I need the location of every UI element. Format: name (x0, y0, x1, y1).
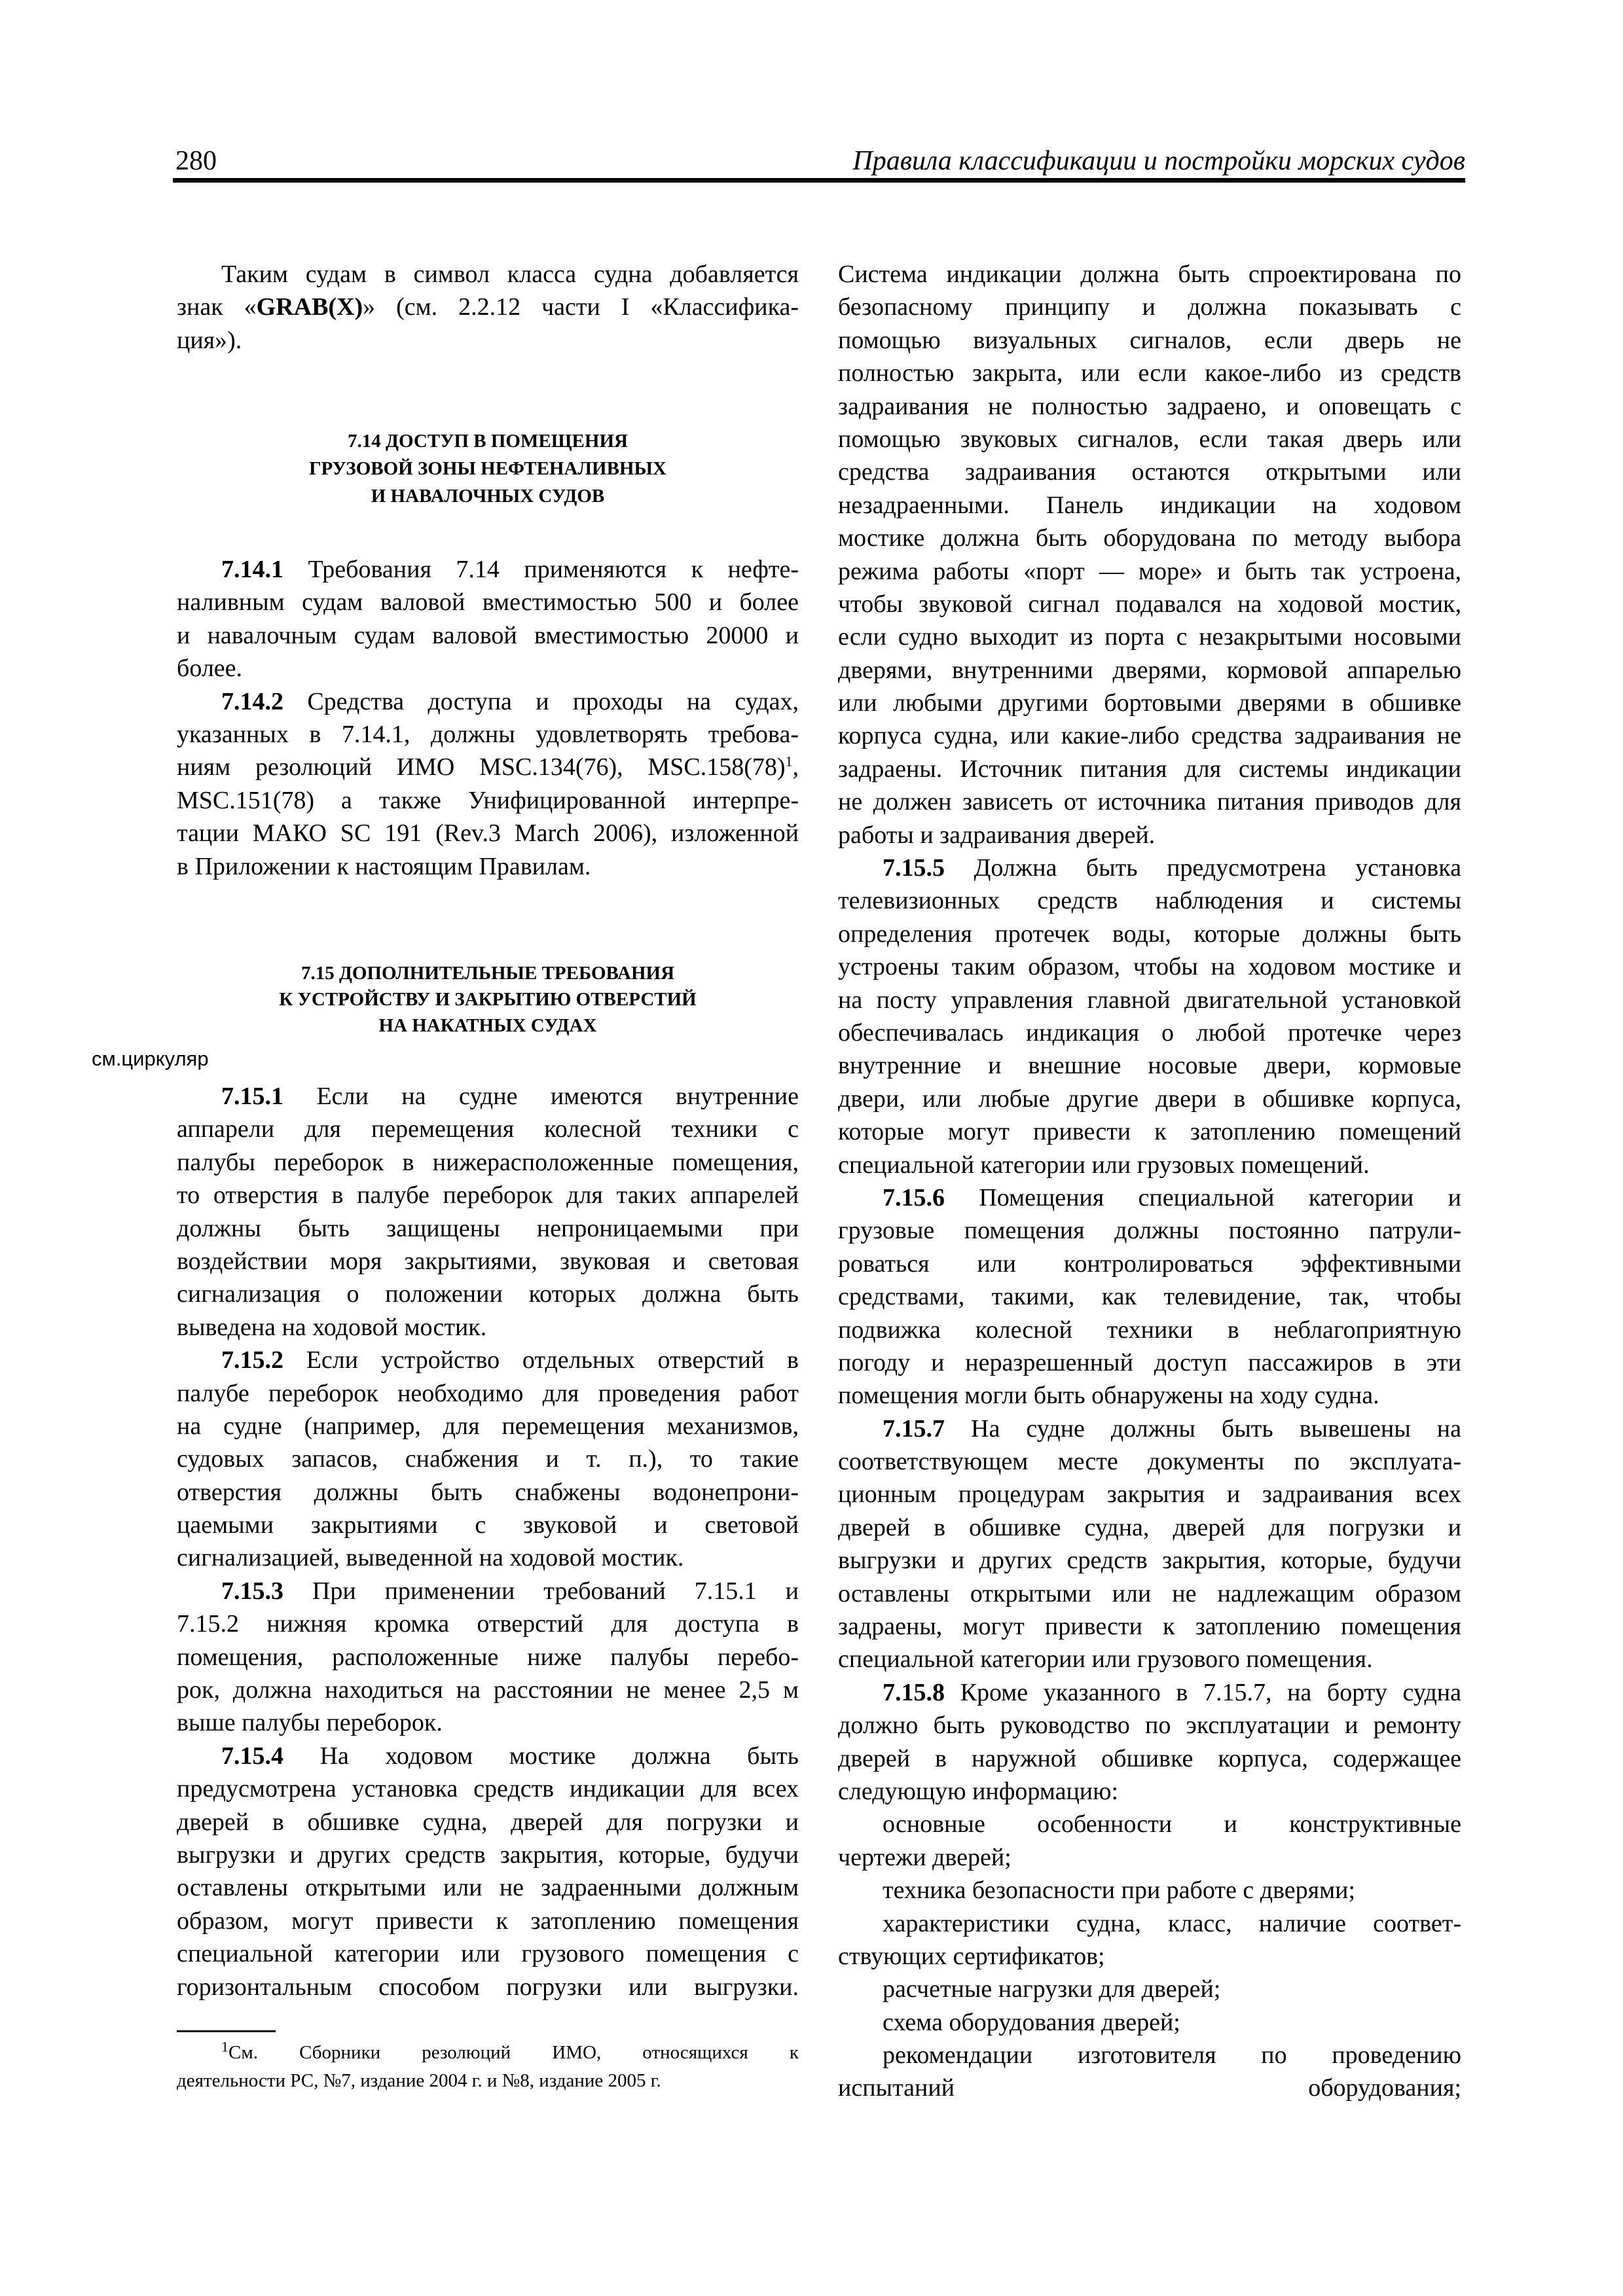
paragraph-number: 7.15.5 (883, 854, 974, 882)
text-segment: работы и задраивания дверей. (838, 821, 1156, 849)
text-line (177, 1641, 799, 1674)
heading-line: ГРУЗОВОЙ ЗОНЫ НЕФТЕНАЛИВНЫХ (309, 458, 666, 479)
text-segment: погоду и неразрешенный доступ пассажиров в эти (838, 1348, 1461, 1376)
footnote-reference: 1 (785, 753, 793, 770)
text-segment: выше палубы переборок. (177, 1709, 443, 1737)
text-segment: GRAB(X) (256, 293, 363, 321)
text-segment: дверей в обшивке судна, дверей для погрузки и (838, 1513, 1461, 1541)
text-segment: испытаний оборудования; (838, 2074, 1461, 2102)
text-segment: устроены таким образом, чтобы на ходовом мостике и (838, 953, 1461, 981)
text-line (177, 1740, 799, 1772)
text-line (838, 753, 1461, 785)
text-line (177, 1311, 799, 1344)
text-line (838, 620, 1461, 653)
heading-line: 7.14 ДОСТУП В ПОМЕЩЕНИЯ (348, 431, 628, 452)
heading-line: 7.15 ДОПОЛНИТЕЛЬНЫЕ ТРЕБОВАНИЯ (301, 963, 675, 984)
text-segment: оставлены открытыми или не задраенными должным (177, 1874, 799, 1902)
footnote (177, 2039, 799, 2095)
text-segment: телевизионных средств наблюдения и системы (838, 887, 1461, 915)
text-line (838, 357, 1461, 389)
text-line (177, 324, 799, 357)
text-segment: судовых запасов, снабжения и т. п.), то такие (177, 1445, 799, 1473)
text-segment: роваться или контролироваться эффективными (838, 1249, 1461, 1278)
text-segment: и навалочным судам валовой вместимостью 20000 и (177, 621, 799, 649)
text-segment: выгрузки и других средств закрытия, которые, будучи (177, 1840, 799, 1869)
text-line (177, 1839, 799, 1871)
text-segment: цаемыми закрытиями с звуковой и световой (177, 1511, 799, 1539)
text-line (838, 1445, 1461, 1478)
text-line (177, 586, 799, 619)
text-line (177, 1706, 799, 1739)
text-segment: задраены. Источник питания для системы индикации (838, 755, 1461, 783)
text-line (177, 1509, 799, 1541)
text-segment: Должна быть предусмотрена установка (974, 854, 1461, 882)
text-line (177, 652, 799, 685)
text-segment: средствами, такими, как телевидение, так, чтобы (838, 1283, 1461, 1311)
paragraph-number: 7.14.1 (221, 556, 308, 583)
text-segment: Помещения специальной категории и (979, 1183, 1461, 1211)
text-segment: сигнализацией, выведенной на ходовой мостик. (177, 1544, 684, 1572)
text-line (177, 1476, 799, 1509)
text-line (177, 1146, 799, 1179)
text-segment: рекомендации изготовителя по проведению (883, 2041, 1461, 2070)
text-segment: знак « (177, 293, 257, 321)
text-segment: ция»). (177, 326, 242, 354)
text-segment: обеспечивалась индикация о любой протечке через (838, 1018, 1461, 1047)
text-segment: или любыми другими бортовыми дверями в обшивке (838, 689, 1461, 717)
text-segment: специальной категории или грузового помещения с (177, 1940, 799, 1968)
text-line (838, 1016, 1461, 1049)
text-segment: дверей в обшивке судна, дверей для погрузки и (177, 1808, 799, 1836)
text-segment: не должен зависеть от источника питания приводов для (838, 788, 1461, 816)
text-segment: техника безопасности при работе с дверями; (883, 1876, 1356, 1905)
paragraph-number: 7.14.2 (221, 687, 308, 715)
text-line (177, 291, 799, 323)
text-line (177, 1080, 799, 1113)
text-segment: MSC.151(78) а также Унифицированной интерпре- (177, 786, 799, 814)
text-line (177, 1344, 799, 1376)
text-line (177, 1443, 799, 1475)
text-line (177, 1410, 799, 1443)
text-segment: На ходовом мостике должна быть (319, 1742, 799, 1770)
text-segment: На судне должны быть вывешены на (971, 1414, 1462, 1443)
text-line (177, 619, 799, 652)
text-line (838, 1808, 1461, 1840)
text-line (838, 1709, 1461, 1742)
text-segment: дверями, внутренними дверями, кормовой аппарелью (838, 656, 1461, 684)
text-segment: внутренние и внешние носовые двери, кормовые (838, 1052, 1461, 1080)
footnote-marker: 1 (221, 2038, 228, 2055)
text-segment: полностью закрыта, или если какое-либо из средств (838, 359, 1461, 387)
text-segment: наливным судам валовой вместимостью 500 и более (177, 588, 799, 617)
text-segment: отверстия должны быть снабжены водонепрони- (177, 1478, 799, 1506)
text-segment: соответствующем месте документы по эксплуата- (838, 1448, 1461, 1476)
heading-line: К УСТРОЙСТВУ И ЗАКРЫТИЮ ОТВЕРСТИЙ (279, 989, 697, 1010)
text-segment: выгрузки и других средств закрытия, которые, будучи (838, 1547, 1461, 1575)
paragraph-number: 7.15.3 (221, 1577, 312, 1605)
text-line (177, 1871, 799, 1904)
text-segment: Система индикации должна быть спроектирована по (838, 260, 1461, 288)
text-segment: если судно выходит из порта с незакрытыми носовыми (838, 623, 1461, 651)
text-line (177, 1607, 799, 1640)
text-line (838, 918, 1461, 950)
text-line (838, 884, 1461, 917)
text-line (838, 1742, 1461, 1775)
text-line (177, 817, 799, 850)
text-line (838, 1940, 1461, 1973)
text-line (838, 456, 1461, 488)
text-line (177, 1905, 799, 1937)
text-segment: ционным процедурам закрытия и задраивания всех (838, 1480, 1461, 1509)
text-line (838, 258, 1461, 291)
text-segment: рок, должна находиться на расстоянии не менее 2,5 м (177, 1676, 799, 1704)
text-segment: то отверстия в палубе переборок для таких аппарелей (177, 1181, 799, 1210)
text-segment: схема оборудования дверей; (883, 2008, 1180, 2036)
text-line (177, 258, 799, 291)
text-segment: Таким судам в символ класса судна добавляется (221, 260, 799, 288)
text-line (838, 1478, 1461, 1511)
text-line (838, 1049, 1461, 1082)
text-line (838, 1280, 1461, 1313)
text-line (177, 685, 799, 718)
text-line (838, 1181, 1461, 1214)
text-line (177, 1179, 799, 1211)
text-segment: безопасному принципу и должна показывать с (838, 293, 1461, 321)
text-segment: » (см. 2.2.12 части I «Классифика- (363, 293, 799, 321)
text-segment: чтобы звуковой сигнал подавался на ходовой мостик, (838, 590, 1461, 618)
text-line (838, 1214, 1461, 1247)
section-7-15-right-body (838, 258, 1461, 2105)
text-segment: грузовые помещения должны постоянно патрули- (838, 1217, 1461, 1245)
text-line (838, 1346, 1461, 1379)
text-line (838, 984, 1461, 1016)
text-line (838, 687, 1461, 719)
text-segment: чертежи дверей; (838, 1843, 1012, 1871)
text-line (177, 1806, 799, 1839)
text-segment: выведена на ходовой мостик. (177, 1313, 487, 1341)
text-segment: 7.15.2 нижняя кромка отверстий для доступа в (177, 1610, 799, 1638)
text-line (838, 1973, 1461, 2005)
text-segment: Средства доступа и проходы на судах, (307, 687, 799, 715)
text-segment: сигнализация о положении которых должна быть (177, 1280, 799, 1308)
footnote-line: деятельности РС, №7, издание 2004 г. и №8, издание 2005 г. (177, 2070, 661, 2091)
text-line (838, 1577, 1461, 1610)
text-segment: двери, или любые другие двери в обшивке корпуса, (838, 1085, 1461, 1113)
text-line (838, 852, 1461, 884)
text-line (838, 950, 1461, 983)
text-segment: подвижка колесной техники в неблагоприятную (838, 1316, 1461, 1344)
text-line (838, 390, 1461, 423)
running-title: Правила классификации и постройки морских судов (852, 146, 1465, 176)
text-line (177, 718, 799, 751)
text-segment: Если на судне имеются внутренние (316, 1083, 799, 1110)
text-segment: задраены, могут привести к затоплению помещения (838, 1613, 1461, 1641)
text-segment: тации МАКО SC 191 (Rev.3 March 2006), изложенной (177, 819, 799, 848)
paragraph-number: 7.15.2 (221, 1346, 306, 1374)
text-line (838, 1115, 1461, 1148)
text-segment: расчетные нагрузки для дверей; (883, 1975, 1221, 2003)
text-line (177, 1971, 799, 2003)
text-segment: мостике должна быть оборудована по методу выбора (838, 524, 1461, 552)
text-segment: основные особенности и конструктивные (883, 1810, 1461, 1839)
heading-line: И НАВАЛОЧНЫХ СУДОВ (371, 486, 605, 507)
text-line (838, 1412, 1461, 1445)
text-line (177, 850, 799, 883)
text-segment: режима работы «порт — море» и быть так устроена, (838, 557, 1461, 585)
text-segment: Если устройство отдельных отверстий в (306, 1346, 799, 1374)
text-line (838, 291, 1461, 323)
text-line (838, 1149, 1461, 1181)
text-segment: Кроме указанного в 7.15.7, на борту судна (960, 1678, 1461, 1706)
text-segment: помещения могли быть обнаружены на ходу судна. (838, 1382, 1379, 1410)
text-line (838, 2039, 1461, 2072)
text-line (177, 751, 799, 783)
text-line (838, 719, 1461, 752)
paragraph-number: 7.15.6 (883, 1183, 979, 1211)
text-segment: следующую информацию: (838, 1777, 1119, 1805)
text-segment: более. (177, 655, 243, 683)
section-7-15-left-body (177, 1080, 799, 2003)
text-line (838, 489, 1461, 522)
section-heading-7-15 (177, 960, 799, 1039)
paragraph-number: 7.15.4 (221, 1742, 320, 1770)
text-line (838, 1841, 1461, 1874)
text-line (177, 553, 799, 586)
text-segment: специальной категории или грузовых помещений. (838, 1151, 1370, 1179)
text-line (838, 1314, 1461, 1346)
text-line (838, 1083, 1461, 1115)
text-line (177, 1541, 799, 1574)
text-segment: средства задраивания остаются открытыми или (838, 458, 1461, 486)
text-segment: корпуса судна, или какие-либо средства задраивания не (838, 722, 1461, 750)
text-segment: указанных в 7.14.1, должны удовлетворять требова- (177, 720, 799, 748)
section-7-14-body (177, 553, 799, 883)
text-line (177, 784, 799, 817)
text-segment: горизонтальным способом погрузки или выгрузки. (177, 1973, 799, 2001)
text-segment: задраивания не полностью задраено, и оповещать с (838, 392, 1461, 420)
text-line (838, 1610, 1461, 1643)
section-heading-7-14 (177, 427, 799, 510)
text-segment: помощью звуковых сигналов, если такая дверь или (838, 425, 1461, 453)
page-number: 280 (175, 146, 217, 176)
text-segment: воздействии моря закрытиями, звуковая и световая (177, 1247, 799, 1275)
text-segment: ниям резолюций ИМО MSC.134(76), MSC.158(78) (177, 753, 786, 781)
text-line (838, 1247, 1461, 1280)
text-segment: предусмотрена установка средств индикации для всех (177, 1775, 799, 1803)
text-segment: определения протечек воды, которые должны быть (838, 920, 1461, 948)
header-rule (173, 178, 1465, 183)
text-line (838, 1511, 1461, 1544)
text-segment: образом, могут привести к затоплению помещения (177, 1907, 799, 1935)
text-segment: которые могут привести к затоплению помещений (838, 1118, 1461, 1146)
text-segment: характеристики судна, класс, наличие соответ- (883, 1909, 1461, 1937)
text-line (838, 555, 1461, 588)
text-segment: оставлены открытыми или не надлежащим образом (838, 1579, 1461, 1607)
text-segment: палубы переборок в нижерасположенные помещения, (177, 1148, 799, 1176)
text-line (838, 324, 1461, 357)
text-segment: дверей в наружной обшивке корпуса, содержащее (838, 1744, 1461, 1772)
intro-paragraph (177, 258, 799, 357)
text-line (177, 1278, 799, 1310)
text-segment: специальной категории или грузового помещения. (838, 1645, 1373, 1674)
text-line (838, 1544, 1461, 1577)
text-segment: При применении требований 7.15.1 и (312, 1577, 799, 1605)
text-line (838, 2006, 1461, 2039)
text-segment: ствующих сертификатов; (838, 1942, 1105, 1970)
footnote-line (177, 2039, 799, 2067)
text-segment: палубе переборок необходимо для проведения работ (177, 1379, 799, 1407)
text-line (838, 785, 1461, 818)
text-line (838, 1379, 1461, 1412)
text-line (177, 1674, 799, 1706)
paragraph-number: 7.15.7 (883, 1414, 972, 1443)
text-segment: помощью визуальных сигналов, если дверь не (838, 326, 1461, 354)
text-line (177, 1575, 799, 1607)
footnote-rule (177, 2030, 276, 2032)
text-line (177, 1377, 799, 1410)
text-segment: незадраенными. Панель индикации на ходовом (838, 491, 1461, 519)
text-segment: Требования 7.14 применяются к нефте- (308, 556, 799, 583)
text-line (838, 1907, 1461, 1940)
text-segment: на посту управления главной двигательной установкой (838, 986, 1461, 1014)
text-line (838, 588, 1461, 620)
text-line (838, 2072, 1461, 2104)
text-line (838, 423, 1461, 456)
text-segment: должно быть руководство по эксплуатации и ремонту (838, 1712, 1461, 1740)
margin-note: см.циркуляр (92, 1047, 209, 1070)
text-line (177, 1772, 799, 1805)
text-line (838, 522, 1461, 554)
text-line (177, 1937, 799, 1970)
text-line (177, 1212, 799, 1245)
footnote-text: См. Сборники резолюций ИМО, относящихся к (228, 2042, 799, 2063)
text-segment: аппарели для перемещения колесной техники с (177, 1115, 799, 1143)
text-segment: в Приложении к настоящим Правилам. (177, 852, 591, 880)
text-segment: должны быть защищены непроницаемыми при (177, 1214, 799, 1242)
text-line (838, 1676, 1461, 1709)
text-line (177, 1245, 799, 1278)
text-line (838, 1874, 1461, 1907)
text-line (838, 1775, 1461, 1808)
paragraph-number: 7.15.8 (883, 1678, 960, 1706)
text-segment: помещения, расположенные ниже палубы перебо- (177, 1643, 799, 1671)
heading-line: НА НАКАТНЫХ СУДАХ (378, 1015, 597, 1036)
paragraph-number: 7.15.1 (221, 1083, 317, 1110)
text-line (838, 654, 1461, 687)
text-line (838, 1643, 1461, 1676)
text-line (177, 1113, 799, 1145)
text-segment: , (792, 753, 799, 781)
text-line (838, 819, 1461, 852)
text-segment: на судне (например, для перемещения механизмов, (177, 1412, 799, 1440)
